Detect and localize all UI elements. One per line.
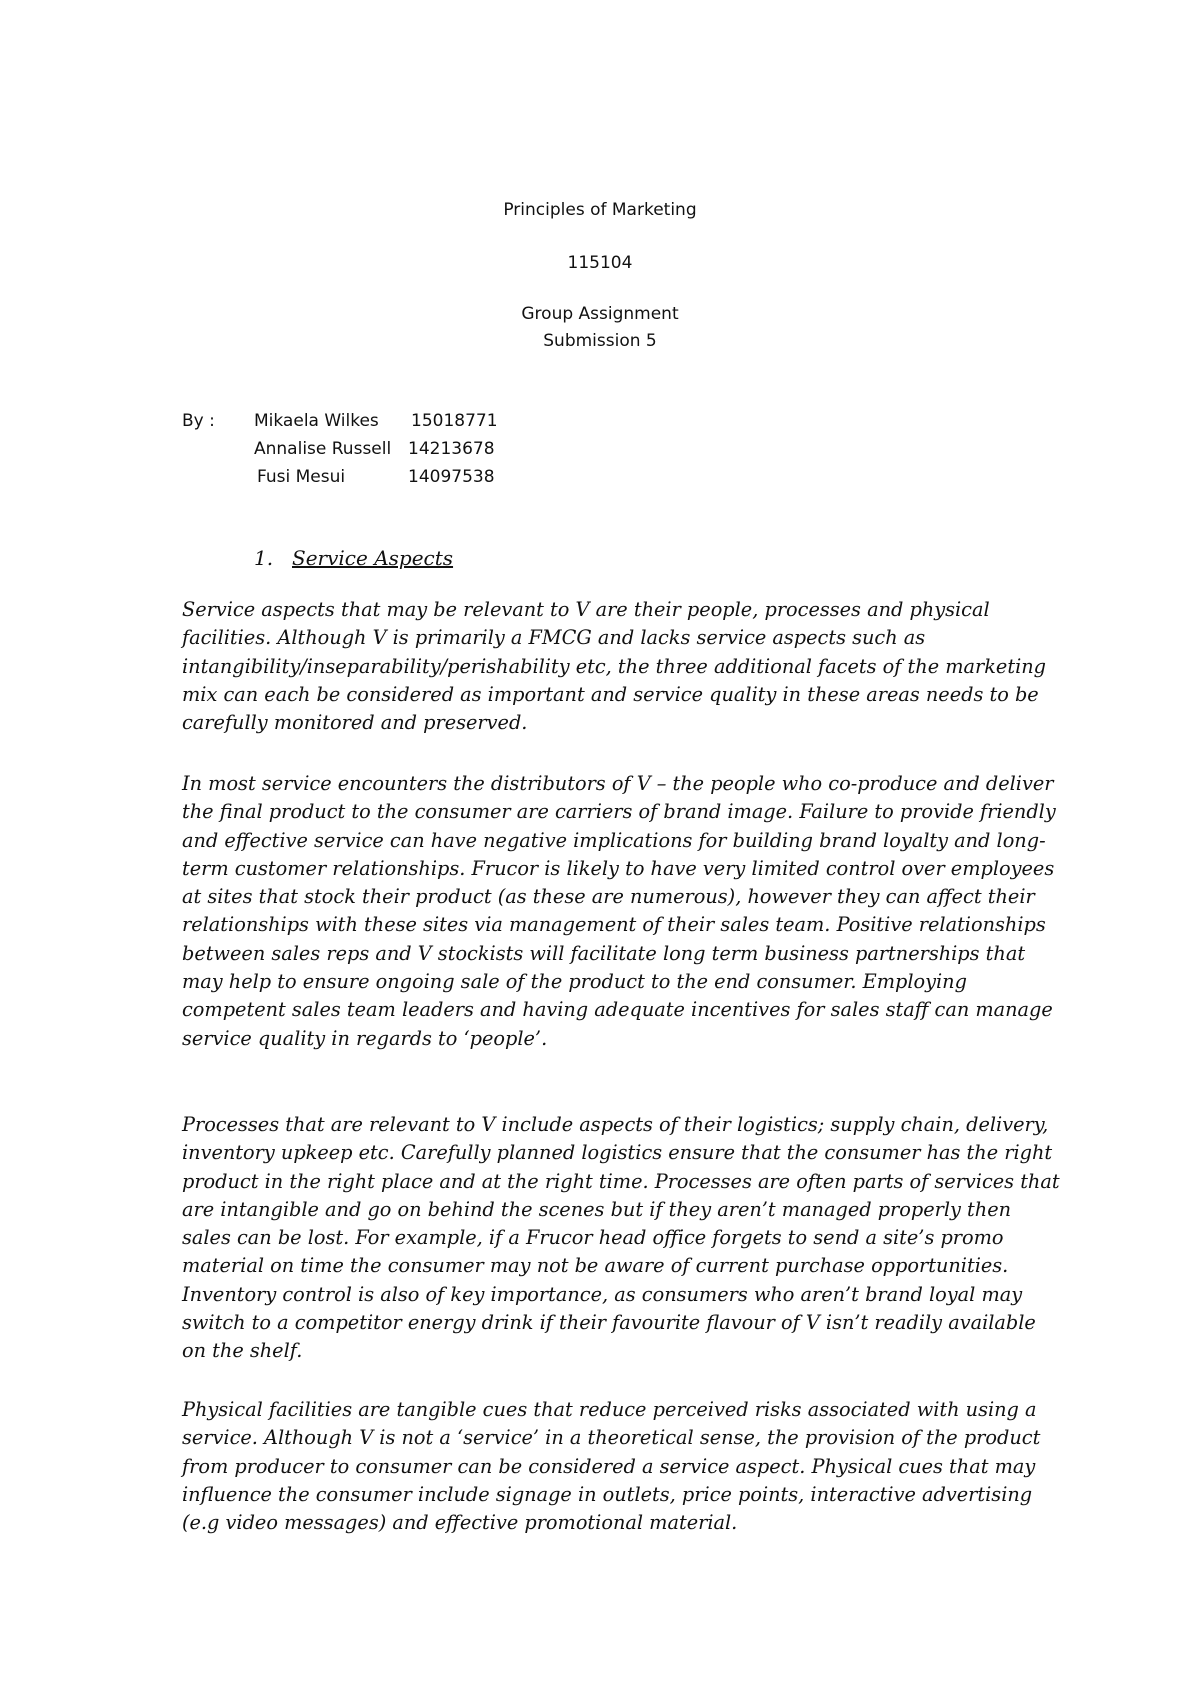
paragraph-people: In most service encounters the distributors of V – the people who co-produce and deliver the final product to the consumer are carriers of brand image. Failure to provide friendly and effective service can have negative implications for building brand loyalty and long-term customer relationships. Frucor is likely to have very limited control over employees at sites that stock their product (as these are numerous), however they can affect their relationships with these sites via management of their sales team. Positive relationships between sales reps and V stockists will facilitate long term business partnerships that may help to ensure ongoing sale of the product to the end consumer. Employing competent sales team leaders and having adequate incentives for sales staff can manage service quality in regards to ‘people’. <box>182 772 1056 1050</box>
course-code: 115104 <box>567 253 633 273</box>
paragraph-processes: Processes that are relevant to V include aspects of their logistics; supply chain, delivery, inventory upkeep etc. Carefully planned logistics ensure that the consumer has the right product in the right place and at the right time. Processes are often parts of services that are intangible and go on behind the scenes but if they aren’t managed properly then sales can be lost. For example, if a Frucor head office forgets to send a site’s promo material on time the consumer may not be aware of current purchase opportunities. Inventory control is also of key importance, as consumers who aren’t brand loyal may switch to a competitor energy drink if their favourite flavour of V isn’t readily available on the shelf. <box>182 1113 1060 1363</box>
author-id: 14097538 <box>408 467 495 487</box>
author-row <box>257 463 495 491</box>
submission-label: Submission 5 <box>543 331 657 351</box>
section-heading <box>254 545 453 571</box>
section-number: 1. <box>254 546 274 570</box>
by-label: By : <box>182 411 215 431</box>
section-title: Service Aspects <box>292 546 454 570</box>
paragraph-service-aspects: Service aspects that may be relevant to V are their people, processes and physical facilities. Although V is primarily a FMCG and lacks service aspects such as intangibility/inseparability/perishability etc, the three additional facets of the marketing mix can each be considered as important and service quality in these areas needs to be carefully monitored and preserved. <box>182 598 1047 735</box>
author-name: Mikaela Wilkes <box>254 411 379 431</box>
author-id: 15018771 <box>411 411 498 431</box>
author-row <box>254 407 498 435</box>
author-id: 14213678 <box>408 439 495 459</box>
assignment-title: Group Assignment <box>521 304 679 324</box>
course-title: Principles of Marketing <box>503 200 697 220</box>
paragraph-physical-facilities: Physical facilities are tangible cues that reduce perceived risks associated with using a service. Although V is not a ‘service’ in a theoretical sense, the provision of the product from producer to consumer can be considered a service aspect. Physical cues that may influence the consumer include signage in outlets, price points, interactive advertising (e.g video messages) and effective promotional material. <box>182 1398 1041 1535</box>
author-row <box>254 435 495 463</box>
author-name: Annalise Russell <box>254 439 392 459</box>
author-name: Fusi Mesui <box>257 467 346 487</box>
